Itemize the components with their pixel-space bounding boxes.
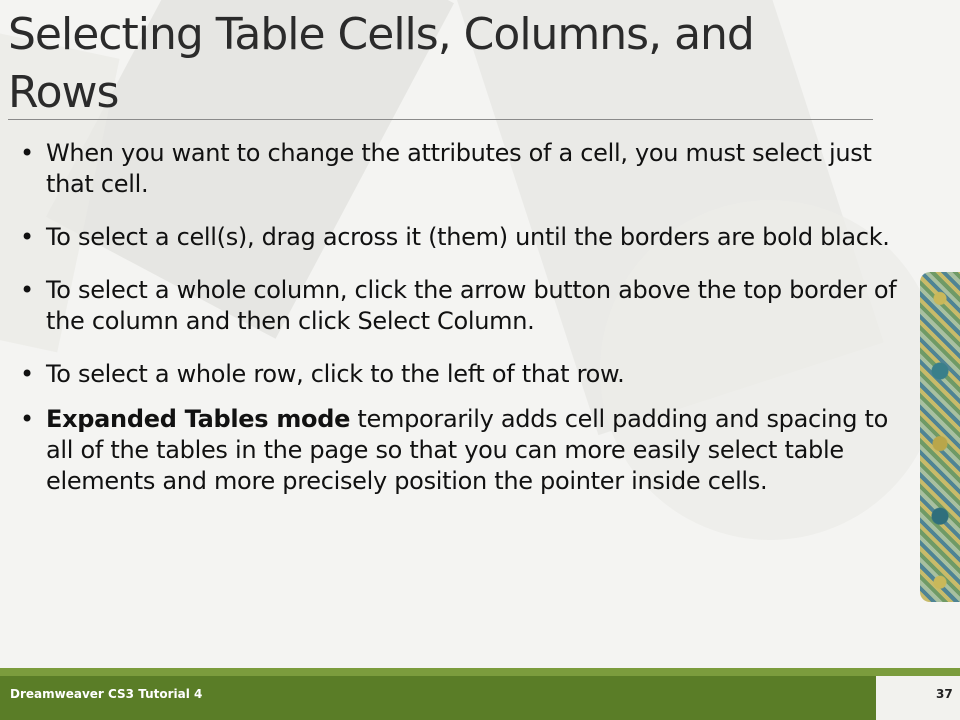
- bullet-item-2: [20, 222, 900, 253]
- bullet-text: To select a cell(s), drag across it (them) until the borders are bold black.: [46, 223, 890, 251]
- bullet-icon: •: [20, 405, 34, 433]
- bullet-item-1: [20, 138, 900, 200]
- bullet-icon: •: [20, 139, 34, 167]
- bullet-item-3: [20, 275, 900, 337]
- bullet-text: temporarily adds cell padding and spacing to all of the tables in the page so that you can more easily select table elements and more precisely position the pointer inside cells.: [46, 405, 888, 495]
- bullet-icon: •: [20, 360, 34, 388]
- footer-course-label: Dreamweaver CS3 Tutorial 4: [10, 687, 203, 701]
- bullet-list: [20, 138, 900, 519]
- footer-accent-stripe: [0, 668, 960, 676]
- bullet-text: To select a whole column, click the arrow button above the top border of the column and then click Select Column.: [46, 276, 897, 335]
- decorative-side-ornament: [920, 272, 960, 602]
- title-divider: [8, 119, 873, 120]
- bullet-item-5: [20, 404, 900, 497]
- slide-title: Selecting Table Cells, Columns, and Rows: [8, 9, 754, 118]
- bullet-item-4: [20, 359, 900, 390]
- bullet-bold-term: Expanded Tables mode: [46, 405, 351, 433]
- bullet-icon: •: [20, 276, 34, 304]
- bullet-text: When you want to change the attributes of a cell, you must select just that cell.: [46, 139, 872, 198]
- page-number: 37: [936, 687, 953, 701]
- bullet-icon: •: [20, 223, 34, 251]
- bullet-text: To select a whole row, click to the left of that row.: [46, 360, 625, 388]
